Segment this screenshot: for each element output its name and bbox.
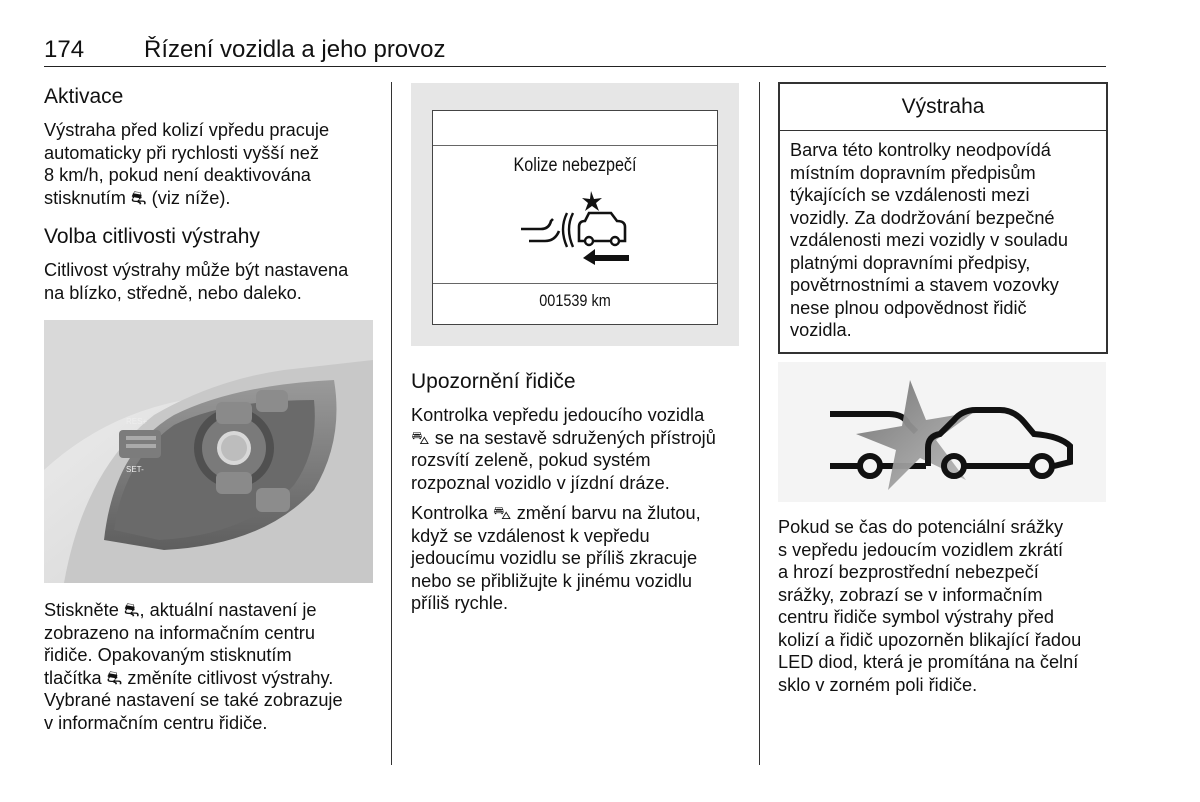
text-line: vozidly. Za dodržování bezpečné — [790, 207, 1055, 228]
text-line: Barva této kontrolky neodpovídá — [790, 140, 1051, 160]
text-line: zobrazeno na informačním centru — [44, 622, 315, 643]
text-line: Pokud se čas do potenciální srážky — [778, 517, 1064, 537]
text-line: ⛍ se na sestavě sdružených přístrojů — [411, 427, 716, 448]
paragraph-sensitivity — [44, 259, 380, 304]
paragraph-activation — [44, 119, 380, 209]
text-line: místním dopravním předpisům — [790, 162, 1036, 183]
text-line: vzdálenosti mezi vozidly v souladu — [790, 230, 1068, 250]
text-line: příliš rychle. — [411, 593, 509, 613]
text-line: kolizí a řidič upozorněn blikající řadou — [778, 629, 1082, 650]
driver-info-display — [432, 110, 718, 325]
display-message: Kolize nebezpečí — [513, 155, 637, 176]
paragraph-driver-2 — [411, 502, 751, 615]
text-line: nebo se přibližujte k jinému vozidlu — [411, 570, 693, 591]
text-line: jedoucímu vozidlu se příliš zkracuje — [411, 548, 698, 568]
text-line: Kontrolka vepředu jedoucího vozidla — [411, 405, 705, 425]
text-line: platnými dopravními předpisy, — [790, 252, 1031, 273]
text-line: stisknutím ⛐ (viz níže). — [44, 187, 231, 208]
heading-sensitivity: Volba citlivosti výstrahy — [44, 225, 260, 248]
warning-body — [780, 131, 1106, 342]
column-1 — [44, 84, 380, 304]
text-line: řidiče. Opakovaným stisknutím — [44, 645, 292, 665]
column-divider-2 — [759, 82, 760, 765]
text-line: v informačním centru řidiče. — [44, 712, 268, 733]
warning-box — [778, 82, 1108, 354]
page-title: Řízení vozidla a jeho provoz — [144, 36, 446, 63]
column-divider-1 — [391, 82, 392, 765]
heading-activation: Aktivace — [44, 85, 124, 108]
set-label: SET- — [126, 465, 144, 474]
text-line: s vepředu jedoucím vozidlem zkrátí — [778, 539, 1064, 560]
display-figure — [411, 83, 739, 346]
page-number: 174 — [44, 36, 85, 63]
text-line: srážky, zobrazí se v informačním — [778, 584, 1043, 605]
text-line: Stiskněte ⛐, aktuální nastavení je — [44, 600, 317, 620]
text-line: když se vzdálenost k vepředu — [411, 525, 650, 546]
text-line: Výstraha před kolizí vpředu pracuje — [44, 120, 330, 140]
text-line: Kontrolka ⛍ změní barvu na žlutou, — [411, 503, 701, 523]
text-line: LED diod, která je promítána na čelní — [778, 652, 1079, 672]
paragraph-driver-1 — [411, 404, 751, 494]
steering-wheel-figure — [44, 320, 373, 583]
text-line: Vybrané nastavení se také zobrazuje — [44, 690, 343, 710]
page-header — [44, 32, 1106, 67]
warning-title: Výstraha — [780, 84, 1106, 131]
collision-warning-icon — [519, 189, 635, 265]
steering-wheel-illustration — [44, 320, 373, 583]
display-divider-top — [433, 145, 717, 146]
text-line: tlačítka ⛐ změníte citlivost výstrahy. — [44, 667, 334, 688]
text-line: a hrozí bezprostřední nebezpečí — [778, 562, 1039, 582]
text-line: rozpoznal vozidlo v jízdní dráze. — [411, 472, 670, 493]
paragraph-collision — [778, 516, 1108, 696]
collision-figure — [778, 362, 1106, 502]
paragraph-press — [44, 599, 380, 734]
text-line: týkajících se vzdálenosti mezi — [790, 185, 1030, 205]
text-line: centru řidiče symbol výstrahy před — [778, 607, 1054, 627]
text-line: na blízko, středně, nebo daleko. — [44, 282, 302, 303]
text-line: povětrnostními a stavem vozovky — [790, 275, 1059, 295]
display-divider-bottom — [433, 283, 717, 284]
text-line: rozsvítí zeleně, pokud systém — [411, 450, 651, 470]
text-line: sklo v zorném poli řidiče. — [778, 674, 978, 695]
column-2-text — [411, 369, 751, 615]
res-label: RES+ — [126, 417, 148, 426]
heading-driver-alert: Upozornění řidiče — [411, 370, 576, 393]
text-line: automaticky při rychlosti vyšší než — [44, 142, 319, 163]
display-odometer: 001539 km — [539, 291, 611, 310]
text-line: Citlivost výstrahy může být nastavena — [44, 260, 349, 280]
text-line: vozidla. — [790, 320, 852, 340]
collision-icon — [778, 362, 1106, 502]
text-line: nese plnou odpovědnost řidič — [790, 297, 1027, 318]
text-line: 8 km/h, pokud není deaktivována — [44, 165, 311, 185]
